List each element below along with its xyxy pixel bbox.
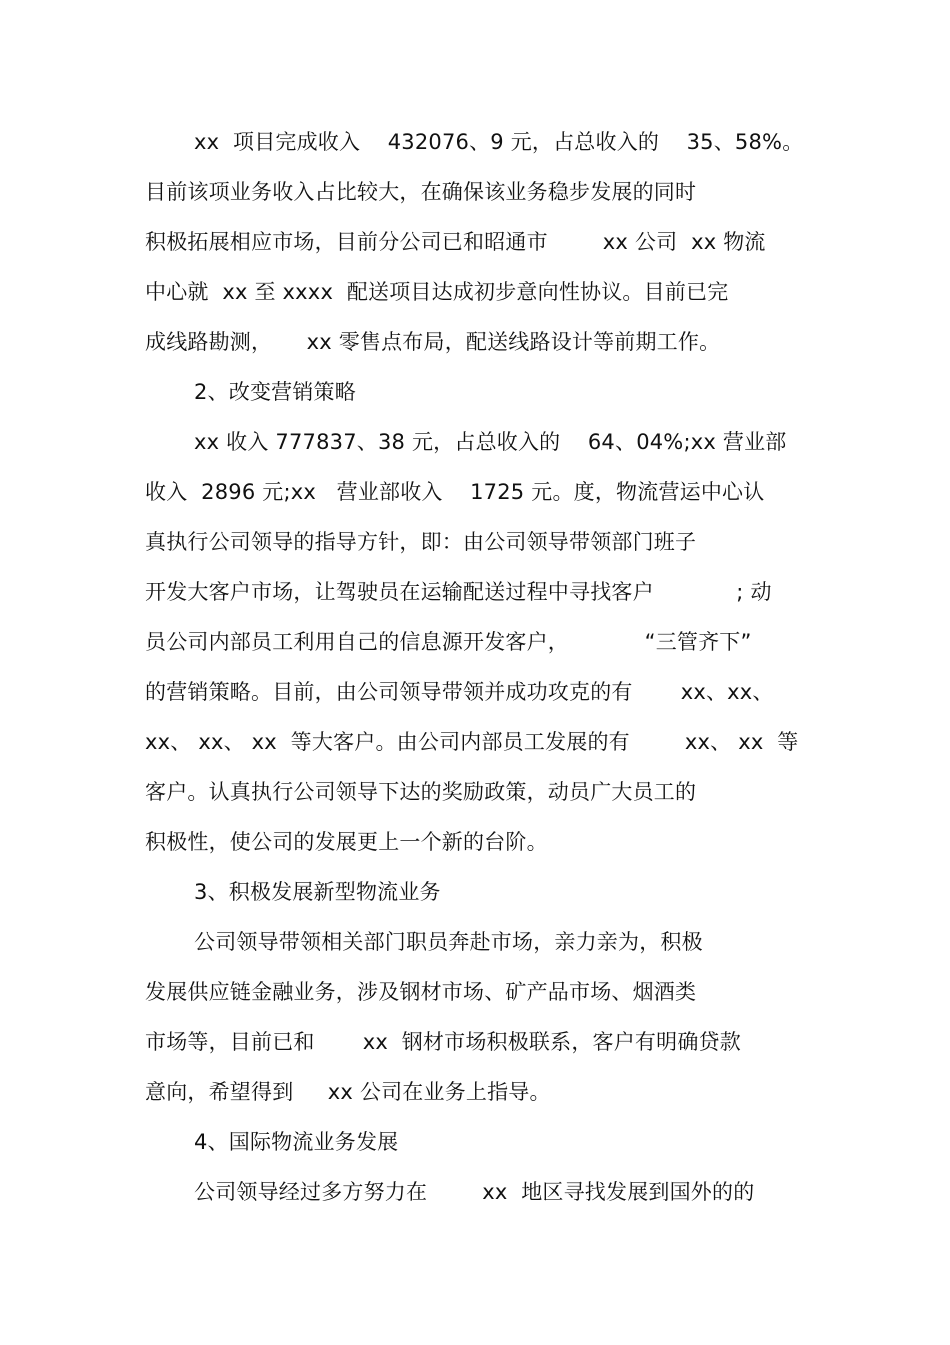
paragraph-line-12: xx、 xx、 xx 等大客户。由公司内部员工发展的有 xx、 xx 等	[145, 730, 799, 754]
paragraph-line-19: 公司领导经过多方努力在 xx 地区寻找发展到国外的的	[194, 1180, 755, 1204]
paragraph-line-13: 客户。认真执行公司领导下达的奖励政策，动员广大员工的	[145, 780, 697, 804]
paragraph-line-4: 中心就 xx 至 xxxx 配送项目达成初步意向性协议。目前已完	[145, 280, 729, 304]
paragraph-line-16: 发展供应链金融业务，涉及钢材市场、矿产品市场、烟酒类	[145, 980, 697, 1004]
section-heading-3: 3、积极发展新型物流业务	[194, 880, 441, 904]
paragraph-line-10: 员公司内部员工利用自己的信息源开发客户， “三管齐下”	[145, 630, 752, 654]
paragraph-line-3: 积极拓展相应市场，目前分公司已和昭通市 xx 公司 xx 物流	[145, 230, 766, 254]
paragraph-line-15: 公司领导带领相关部门职员奔赴市场，亲力亲为，积极	[194, 930, 703, 954]
section-heading-2: 2、改变营销策略	[194, 380, 356, 404]
paragraph-line-6: xx 收入 777837、38 元，占总收入的 64、04%;xx 营业部	[194, 430, 787, 454]
paragraph-line-17: 市场等，目前已和 xx 钢材市场积极联系，客户有明确贷款	[145, 1030, 741, 1054]
paragraph-line-9: 开发大客户市场，让驾驶员在运输配送过程中寻找客户 ; 动	[145, 580, 772, 604]
paragraph-line-14: 积极性，使公司的发展更上一个新的台阶。	[145, 830, 548, 854]
paragraph-line-18: 意向，希望得到 xx 公司在业务上指导。	[145, 1080, 551, 1104]
paragraph-line-5: 成线路勘测， xx 零售点布局，配送线路设计等前期工作。	[145, 330, 721, 354]
paragraph-line-11: 的营销策略。目前，由公司领导带领并成功攻克的有 xx、xx、	[145, 680, 774, 704]
paragraph-line-8: 真执行公司领导的指导方针，即：由公司领导带领部门班子	[145, 530, 697, 554]
section-heading-4: 4、国际物流业务发展	[194, 1130, 399, 1154]
paragraph-line-2: 目前该项业务收入占比较大，在确保该业务稳步发展的同时	[145, 180, 697, 204]
paragraph-line-7: 收入 2896 元;xx 营业部收入 1725 元。度，物流营运中心认	[145, 480, 765, 504]
paragraph-line-1: xx 项目完成收入 432076、9 元，占总收入的 35、58%。	[194, 130, 804, 154]
